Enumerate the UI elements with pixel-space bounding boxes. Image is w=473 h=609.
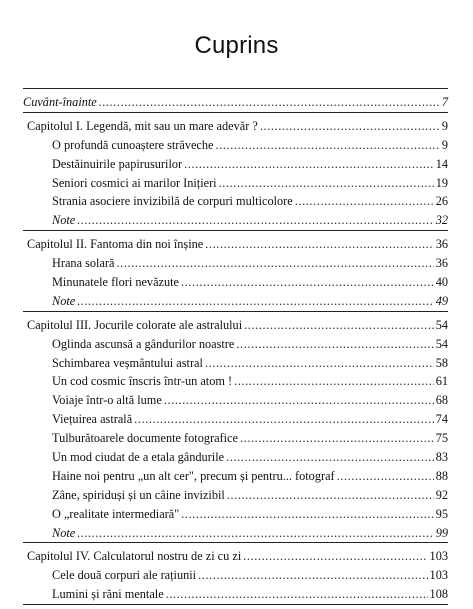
entry-page-number: 9 xyxy=(441,118,448,133)
entry-page-number: 9 xyxy=(441,137,448,152)
dot-leader xyxy=(227,486,434,505)
entry-page-number: 32 xyxy=(435,213,448,228)
dot-leader xyxy=(205,235,433,254)
toc-notes-entry[interactable] xyxy=(23,211,448,230)
dot-leader xyxy=(219,174,434,193)
entry-title: Note xyxy=(52,293,76,308)
entry-title: Oglinda ascunsă a gândurilor noastre xyxy=(52,336,235,351)
entry-page-number: 61 xyxy=(435,374,448,389)
dot-leader xyxy=(337,467,434,486)
entry-title: Capitolul III. Jocurile colorate ale astralului xyxy=(27,317,243,332)
toc-subentry[interactable] xyxy=(23,174,448,193)
entry-title: Note xyxy=(52,213,76,228)
entry-title: Zâne, spiriduși și un câine invizibil xyxy=(52,487,225,502)
toc-chapter-entry[interactable] xyxy=(23,316,448,335)
entry-title: Tulburătoarele documente fotografice xyxy=(52,431,238,446)
dot-leader xyxy=(240,429,434,448)
dot-leader xyxy=(234,372,434,391)
dot-leader xyxy=(116,254,433,273)
entry-page-number: 68 xyxy=(435,393,448,408)
entry-title: Seniori cosmici ai marilor Inițieri xyxy=(52,175,217,190)
toc-subentry[interactable] xyxy=(23,467,448,486)
dot-leader xyxy=(134,410,434,429)
dot-leader xyxy=(184,155,434,174)
dot-leader xyxy=(260,117,440,136)
entry-title: Capitolul II. Fantoma din noi înșine xyxy=(27,237,204,252)
dot-leader xyxy=(295,192,434,211)
toc-chapter-entry[interactable] xyxy=(23,235,448,254)
toc-subentry[interactable] xyxy=(23,254,448,273)
toc-entry-foreword[interactable] xyxy=(23,93,448,112)
entry-page-number: 26 xyxy=(435,194,448,209)
toc-chapter-entry[interactable] xyxy=(23,547,448,566)
toc-subentry[interactable] xyxy=(23,429,448,448)
dot-leader xyxy=(164,391,434,410)
entry-page-number: 92 xyxy=(435,487,448,502)
dot-leader xyxy=(243,547,427,566)
entry-page-number: 54 xyxy=(435,336,448,351)
entry-page-number: 36 xyxy=(435,237,448,252)
toc-notes-entry[interactable] xyxy=(23,292,448,311)
dot-leader xyxy=(181,505,433,524)
entry-title: Un mod ciudat de a etala gândurile xyxy=(52,450,225,465)
toc-subentry[interactable] xyxy=(23,335,448,354)
toc-subentry[interactable] xyxy=(23,585,448,604)
entry-page-number: 74 xyxy=(435,412,448,427)
entry-title: O „realitate intermediară" xyxy=(52,506,180,521)
dot-leader xyxy=(244,316,434,335)
toc-subentry[interactable] xyxy=(23,155,448,174)
entry-title: Cele două corpuri ale rațiunii xyxy=(52,568,197,583)
entry-page-number: 103 xyxy=(429,549,448,564)
section-gap xyxy=(23,605,448,609)
toc-subentry[interactable] xyxy=(23,136,448,155)
dot-leader xyxy=(99,93,440,112)
toc-subentry[interactable] xyxy=(23,372,448,391)
entry-page-number: 95 xyxy=(435,506,448,521)
toc-notes-entry[interactable] xyxy=(23,524,448,543)
entry-title: Minunatele flori nevăzute xyxy=(52,275,180,290)
table-of-contents xyxy=(23,88,448,609)
toc-subentry[interactable] xyxy=(23,354,448,373)
entry-page-number: 108 xyxy=(429,587,448,602)
dot-leader xyxy=(77,211,433,230)
toc-subentry[interactable] xyxy=(23,410,448,429)
entry-page-number: 83 xyxy=(435,450,448,465)
entry-title: Haine noi pentru „un alt cer", precum și pentru... fotograf xyxy=(52,468,335,483)
entry-page-number: 49 xyxy=(435,293,448,308)
entry-title: O profundă cunoaștere străveche xyxy=(52,137,214,152)
entry-title: Lumini și răni mentale xyxy=(52,587,164,602)
entry-page-number: 36 xyxy=(435,256,448,271)
toc-subentry[interactable] xyxy=(23,448,448,467)
entry-page-number: 103 xyxy=(429,568,448,583)
page-title: Cuprins xyxy=(194,32,279,59)
entry-title: Viețuirea astrală xyxy=(52,412,133,427)
entry-page-number: 88 xyxy=(435,468,448,483)
entry-page-number: 7 xyxy=(441,95,448,109)
toc-subentry[interactable] xyxy=(23,391,448,410)
dot-leader xyxy=(205,354,434,373)
toc-subentry[interactable] xyxy=(23,192,448,211)
entry-page-number: 99 xyxy=(435,525,448,540)
entry-title: Note xyxy=(52,525,76,540)
dot-leader xyxy=(166,585,428,604)
toc-subentry[interactable] xyxy=(23,566,448,585)
entry-title: Destăinuirile papirusurilor xyxy=(52,156,183,171)
toc-subentry[interactable] xyxy=(23,273,448,292)
dot-leader xyxy=(198,566,427,585)
entry-title: Capitolul IV. Calculatorul nostru de zi cu zi xyxy=(27,549,242,564)
entry-page-number: 40 xyxy=(435,275,448,290)
entry-page-number: 75 xyxy=(435,431,448,446)
dot-leader xyxy=(181,273,434,292)
dot-leader xyxy=(77,292,433,311)
entry-title: Schimbarea veșmântului astral xyxy=(52,355,203,370)
entry-page-number: 58 xyxy=(435,355,448,370)
entry-title: Hrana solară xyxy=(52,256,115,271)
entry-title: Cuvânt-înainte xyxy=(23,95,97,109)
dot-leader xyxy=(236,335,433,354)
entry-title: Voiaje într-o altă lume xyxy=(52,393,162,408)
dot-leader xyxy=(77,524,433,543)
toc-chapter-entry[interactable] xyxy=(23,117,448,136)
entry-title: Strania asociere invizibilă de corpuri multicolore xyxy=(52,194,293,209)
dot-leader xyxy=(226,448,434,467)
toc-subentry[interactable] xyxy=(23,486,448,505)
entry-page-number: 54 xyxy=(435,317,448,332)
dot-leader xyxy=(216,136,440,155)
entry-title: Un cod cosmic înscris într-un atom ! xyxy=(52,374,233,389)
entry-title: Capitolul I. Legendă, mit sau un mare adevăr ? xyxy=(27,118,258,133)
entry-page-number: 19 xyxy=(435,175,448,190)
entry-page-number: 14 xyxy=(435,156,448,171)
toc-subentry[interactable] xyxy=(23,505,448,524)
